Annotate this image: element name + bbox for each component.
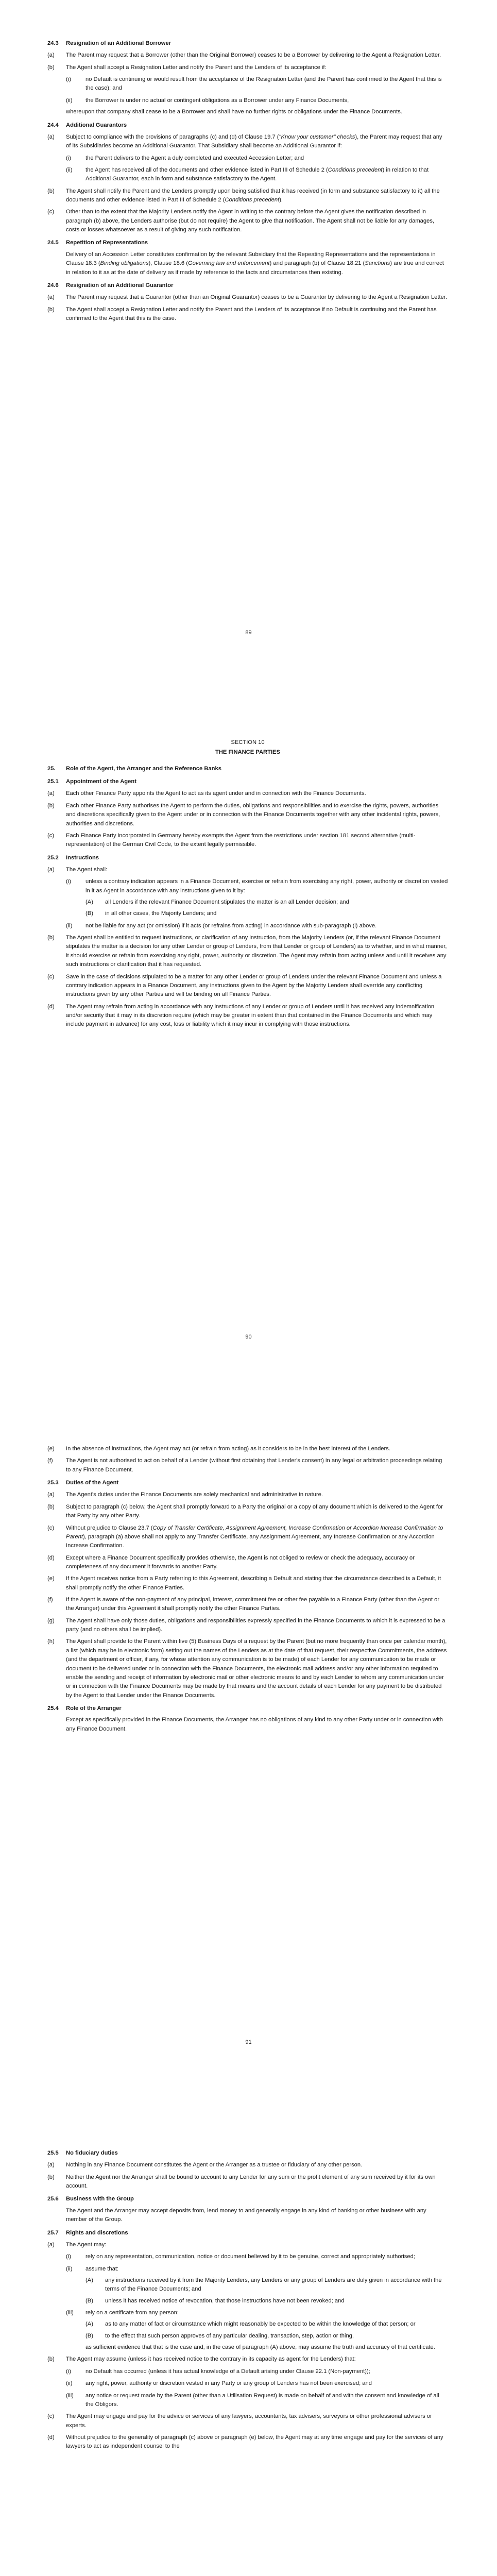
sub-paragraph: (ii) any right, power, authority or discretion vested in any Party or any group of Lenders has not been exercised; and bbox=[66, 2380, 372, 2387]
clause-heading: 24.6 Resignation of an Additional Guarantor bbox=[47, 282, 174, 289]
clause-heading: 24.5 Repetition of Representations bbox=[47, 240, 148, 246]
paragraph: (e) In the absence of instructions, the Agent may act (or refrain from acting) as it considers to be in the best interest of the Lenders. bbox=[47, 1446, 390, 1452]
paragraph: (b) The Agent shall accept a Resignation Letter and notify the Parent and the Lenders of its acceptance if no Default is continuing and the Parent has confirmed to the Agent that this is the case. bbox=[47, 306, 437, 321]
sub-paragraph: (iii) any notice or request made by the Parent (other than a Utilisation Request) is made on behalf of and with the consent and knowledge of all the Obligors. bbox=[66, 2392, 439, 2408]
paragraph: (a) Each other Finance Party appoints the Agent to act as its agent under and in connection with the Finance Documents. bbox=[47, 790, 366, 797]
paragraph: Delivery of an Accession Letter constitutes confirmation by the relevant Subsidiary that the Repeating Representations and the representations in Clause 18.3 (Binding obligations), Clause 18.6 (Governing law and enforcement) and paragraph (b) of Clause 18.21 (Sanctions) are true and correct in relation to it as at the date of delivery as if made by reference to the facts and circumstances then existing. bbox=[66, 251, 444, 276]
clause-heading: 24.3 Resignation of an Additional Borrower bbox=[47, 40, 172, 46]
paragraph: (b) Neither the Agent nor the Arranger shall be bound to account to any Lender for any sum or the profit element of any sum received by it for its own account. bbox=[47, 2174, 436, 2190]
sub-paragraph: (iii) rely on a certificate from any person: bbox=[66, 2310, 179, 2316]
paragraph: (d) The Agent may refrain from acting in accordance with any instructions of any Lender or group of Lenders until it has received any indemnification and/or security that it may in its discretion require (which may be greater in extent than that contained in the Finance Documents and which may include payment in advance) for any cost, loss or liability which it may incur in complying with those instructions. bbox=[47, 1003, 435, 1028]
paragraph: (c) Each Finance Party incorporated in Germany hereby exempts the Agent from the restrictions under section 181 second alternative (multi-representation) of the German Civil Code, to the extent legally permissible. bbox=[47, 832, 416, 848]
clause-heading: 25.7 Rights and discretions bbox=[47, 2229, 128, 2236]
paragraph: (a) Subject to compliance with the provisions of paragraphs (c) and (d) of Clause 19.7 ("Know your customer" checks), the Parent may request that any of its Subsidiaries become an Additional Guarantor. That Subsidiary shall become an Additional Guarantor if: bbox=[47, 133, 442, 149]
paragraph: (b) The Agent shall accept a Resignation Letter and notify the Parent and the Lenders of its acceptance if: bbox=[47, 64, 327, 71]
clause-heading: 25.3 Duties of the Agent bbox=[47, 1480, 119, 1486]
clause-heading: 25.6 Business with the Group bbox=[47, 2196, 134, 2202]
paragraph: (d) Except where a Finance Document specifically provides otherwise, the Agent is not obliged to review or check the adequacy, accuracy or completeness of any document it forwards to another Party. bbox=[47, 1554, 415, 1570]
sub-paragraph: (ii) the Agent has received all of the documents and other evidence listed in Part III of Schedule 2 (Conditions precedent) in relation to that Additional Guarantor, each in form and substance satisfactory to the Agent. bbox=[66, 166, 429, 182]
page-91 bbox=[0, 1406, 497, 2110]
paragraph: (h) The Agent shall provide to the Parent within five (5) Business Days of a request by the Parent (but no more frequently than once per calendar month), a list (which may be in electronic form) setting out the names of the Lenders as at the date of that request, their respective Commitments, the address (and the department or officer, if any, for whose attention any communication is to be made) of each Lender for any communication to be made or document to be delivered under or in connection with the Finance Documents, the electronic mail address and/or any other information required to enable the sending and receipt of information by electronic mail or other electronic means to and by each Lender to whom any communication under or in connection with the Finance Documents may be made by that means and the account details of each Lender for any payment to be distributed by the Agent to that Lender under the Finance Documents. bbox=[47, 1638, 447, 1699]
paragraph: (g) The Agent shall have only those duties, obligations and responsibilities expressly specified in the Finance Documents to which it is expressed to be a party (and no others shall be implied). bbox=[47, 1617, 445, 1633]
paragraph: (a) The Parent may request that a Borrower (other than the Original Borrower) ceases to be a Borrower by delivering to the Agent a Resignation Letter. bbox=[47, 52, 441, 59]
sub-paragraph: (i) no Default is continuing or would result from the acceptance of the Resignation Letter (and the Parent has confirmed to the Agent that this is the case); and bbox=[66, 76, 442, 92]
paragraph-continuation: as sufficient evidence that that is the case and, in the case of paragraph (A) above, may assume the truth and accuracy of that certificate. bbox=[85, 2344, 435, 2351]
clause-heading: 25.1 Appointment of the Agent bbox=[47, 778, 136, 785]
sub-sub-paragraph: (A) as to any matter of fact or circumstance which might reasonably be expected to be within the knowledge of that person; or bbox=[85, 2321, 416, 2328]
clause-heading: 24.4 Additional Guarantors bbox=[47, 122, 127, 128]
paragraph-continuation: whereupon that company shall cease to be a Borrower and shall have no further rights or obligations under the Finance Documents. bbox=[66, 109, 402, 115]
paragraph: (b) The Agent shall notify the Parent and the Lenders promptly upon being satisfied that it has received (in form and substance satisfactory to it) all the documents and other evidence listed in Part III of Schedule 2 (Conditions precedent). bbox=[47, 188, 440, 204]
sub-sub-paragraph: (A) any instructions received by it from the Majority Lenders, any Lenders or any group of Lenders are duly given in accordance with the terms of the Finance Documents; and bbox=[85, 2277, 442, 2293]
paragraph: The Agent and the Arranger may accept deposits from, lend money to and generally engage in any kind of banking or other business with any member of the Group. bbox=[66, 2207, 426, 2223]
sub-sub-paragraph: (B) unless it has received notice of revocation, that those instructions have not been revoked; and bbox=[85, 2297, 345, 2304]
clause-heading: 25.4 Role of the Arranger bbox=[47, 1705, 122, 1711]
paragraph: (b) Each other Finance Party authorises the Agent to perform the duties, obligations and responsibilities and to exercise the rights, powers, authorities and discretions specifically given to the Agent under or in connection with the Finance Documents together with any other incidental rights, powers, authorities and discretions. bbox=[47, 802, 440, 827]
sub-paragraph: (ii) not be liable for any act (or omission) if it acts (or refrains from acting) in accordance with sub-paragraph (i) above. bbox=[66, 922, 377, 929]
paragraph: (c) Save in the case of decisions stipulated to be a matter for any other Lender or group of Lenders under the relevant Finance Document and unless a contrary indication appears in a Finance Document, any instructions given to the Agent by the Majority Lenders shall override any conflicting instructions given by any other Parties and will be binding on all Finance Parties. bbox=[47, 973, 442, 998]
paragraph: (a) The Agent may: bbox=[47, 2241, 107, 2248]
sub-paragraph: (ii) assume that: bbox=[66, 2265, 119, 2272]
sub-paragraph: (i) unless a contrary indication appears in a Finance Document, exercise or refrain from exercising any right, power, authority or discretion vested in it as Agent in accordance with any instructions given to it by: bbox=[66, 878, 448, 894]
page-number: 91 bbox=[245, 2039, 252, 2045]
paragraph: (a) The Agent shall: bbox=[47, 866, 108, 873]
clause-heading: 25. Role of the Agent, the Arranger and the Reference Banks bbox=[47, 765, 221, 772]
section-title: THE FINANCE PARTIES bbox=[215, 749, 280, 756]
clause-heading: 25.2 Instructions bbox=[47, 854, 99, 861]
paragraph: (a) Nothing in any Finance Document constitutes the Agent or the Arranger as a trustee or fiduciary of any other person. bbox=[47, 2162, 363, 2168]
paragraph: (a) The Agent's duties under the Finance Documents are solely mechanical and administrative in nature. bbox=[47, 1492, 323, 1498]
page-number: 89 bbox=[245, 630, 252, 636]
paragraph: (c) Other than to the extent that the Majority Lenders notify the Agent in writing to the contrary before the Agent gives the notification described in paragraph (b) above, the Lenders authorise (but do not require) the Agent to give that notification. The Agent shall not be liable for any damages, costs or losses whatsoever as a result of giving any such notification. bbox=[47, 209, 435, 233]
paragraph: (b) Subject to paragraph (c) below, the Agent shall promptly forward to a Party the original or a copy of any document which is delivered to the Agent for that Party by any other Party. bbox=[47, 1503, 443, 1519]
sub-paragraph: (i) rely on any representation, communication, notice or document believed by it to be genuine, correct and appropriately authorised; bbox=[66, 2253, 415, 2260]
paragraph: (c) Without prejudice to Clause 23.7 (Copy of Transfer Certificate, Assignment Agreement, Increase Confirmation or Accordion Increase Confirmation to Parent), paragraph (a) above shall not apply to any Transfer Certificate, any Assignment Agreement, any Increase Confirmation or any Accordion Increase Confirmation. bbox=[47, 1524, 443, 1549]
paragraph: (d) Without prejudice to the generality of paragraph (c) above or paragraph (e) below, the Agent may at any time engage and pay for the services of any lawyers to act as independent counsel to the bbox=[47, 2434, 443, 2450]
paragraph: (b) The Agent shall be entitled to request instructions, or clarification of any instruction, from the Majority Lenders (or, if the relevant Finance Document stipulates the matter is a decision for any other Lender or group of Lenders, from that Lender or group of Lenders) as to whether, and in what manner, it should exercise or refrain from exercising any right, power, authority or discretion. The Agent may refrain from acting unless and until it receives any such instructions or clarification that it has requested. bbox=[47, 935, 447, 968]
page-92 bbox=[0, 2110, 497, 2576]
paragraph: (e) If the Agent receives notice from a Party referring to this Agreement, describing a Default and stating that the circumstance described is a Default, it shall promptly notify the other Finance Parties. bbox=[47, 1575, 441, 1591]
page-89 bbox=[0, 0, 497, 703]
paragraph: (a) The Parent may request that a Guarantor (other than an Original Guarantor) ceases to be a Guarantor by delivering to the Agent a Resignation Letter. bbox=[47, 294, 448, 301]
paragraph: (f) If the Agent is aware of the non-payment of any principal, interest, commitment fee or other fee payable to a Finance Party (other than the Agent or the Arranger) under this Agreement it shall promptly notify the other Finance Parties. bbox=[47, 1597, 440, 1612]
paragraph: (c) The Agent may engage and pay for the advice or services of any lawyers, accountants, tax advisers, surveyors or other professional advisers or experts. bbox=[47, 2413, 432, 2429]
sub-sub-paragraph: (A) all Lenders if the relevant Finance Document stipulates the matter is an all Lender decision; and bbox=[85, 899, 349, 906]
paragraph: (b) The Agent may assume (unless it has received notice to the contrary in its capacity as agent for the Lenders) that: bbox=[47, 2356, 356, 2363]
page-90 bbox=[0, 703, 497, 1406]
page-number: 90 bbox=[245, 1334, 252, 1340]
section-heading bbox=[47, 738, 448, 757]
paragraph: Except as specifically provided in the Finance Documents, the Arranger has no obligations of any kind to any other Party under or in connection with any Finance Document. bbox=[66, 1717, 443, 1732]
sub-paragraph: (ii) the Borrower is under no actual or contingent obligations as a Borrower under any Finance Documents, bbox=[66, 97, 349, 104]
sub-paragraph: (i) no Default has occurred (unless it has actual knowledge of a Default arising under Clause 22.1 (Non-payment)); bbox=[66, 2368, 370, 2375]
clause-heading: 25.5 No fiduciary duties bbox=[47, 2150, 118, 2156]
sub-paragraph: (i) the Parent delivers to the Agent a duly completed and executed Accession Letter; and bbox=[66, 155, 304, 161]
section-number: SECTION 10 bbox=[231, 739, 265, 745]
sub-sub-paragraph: (B) to the effect that such person approves of any particular dealing, transaction, step, action or thing, bbox=[85, 2332, 354, 2339]
sub-sub-paragraph: (B) in all other cases, the Majority Lenders; and bbox=[85, 910, 217, 917]
paragraph: (f) The Agent is not authorised to act on behalf of a Lender (without first obtaining that Lender's consent) in any legal or arbitration proceedings relating to any Finance Document. bbox=[47, 1458, 442, 1473]
